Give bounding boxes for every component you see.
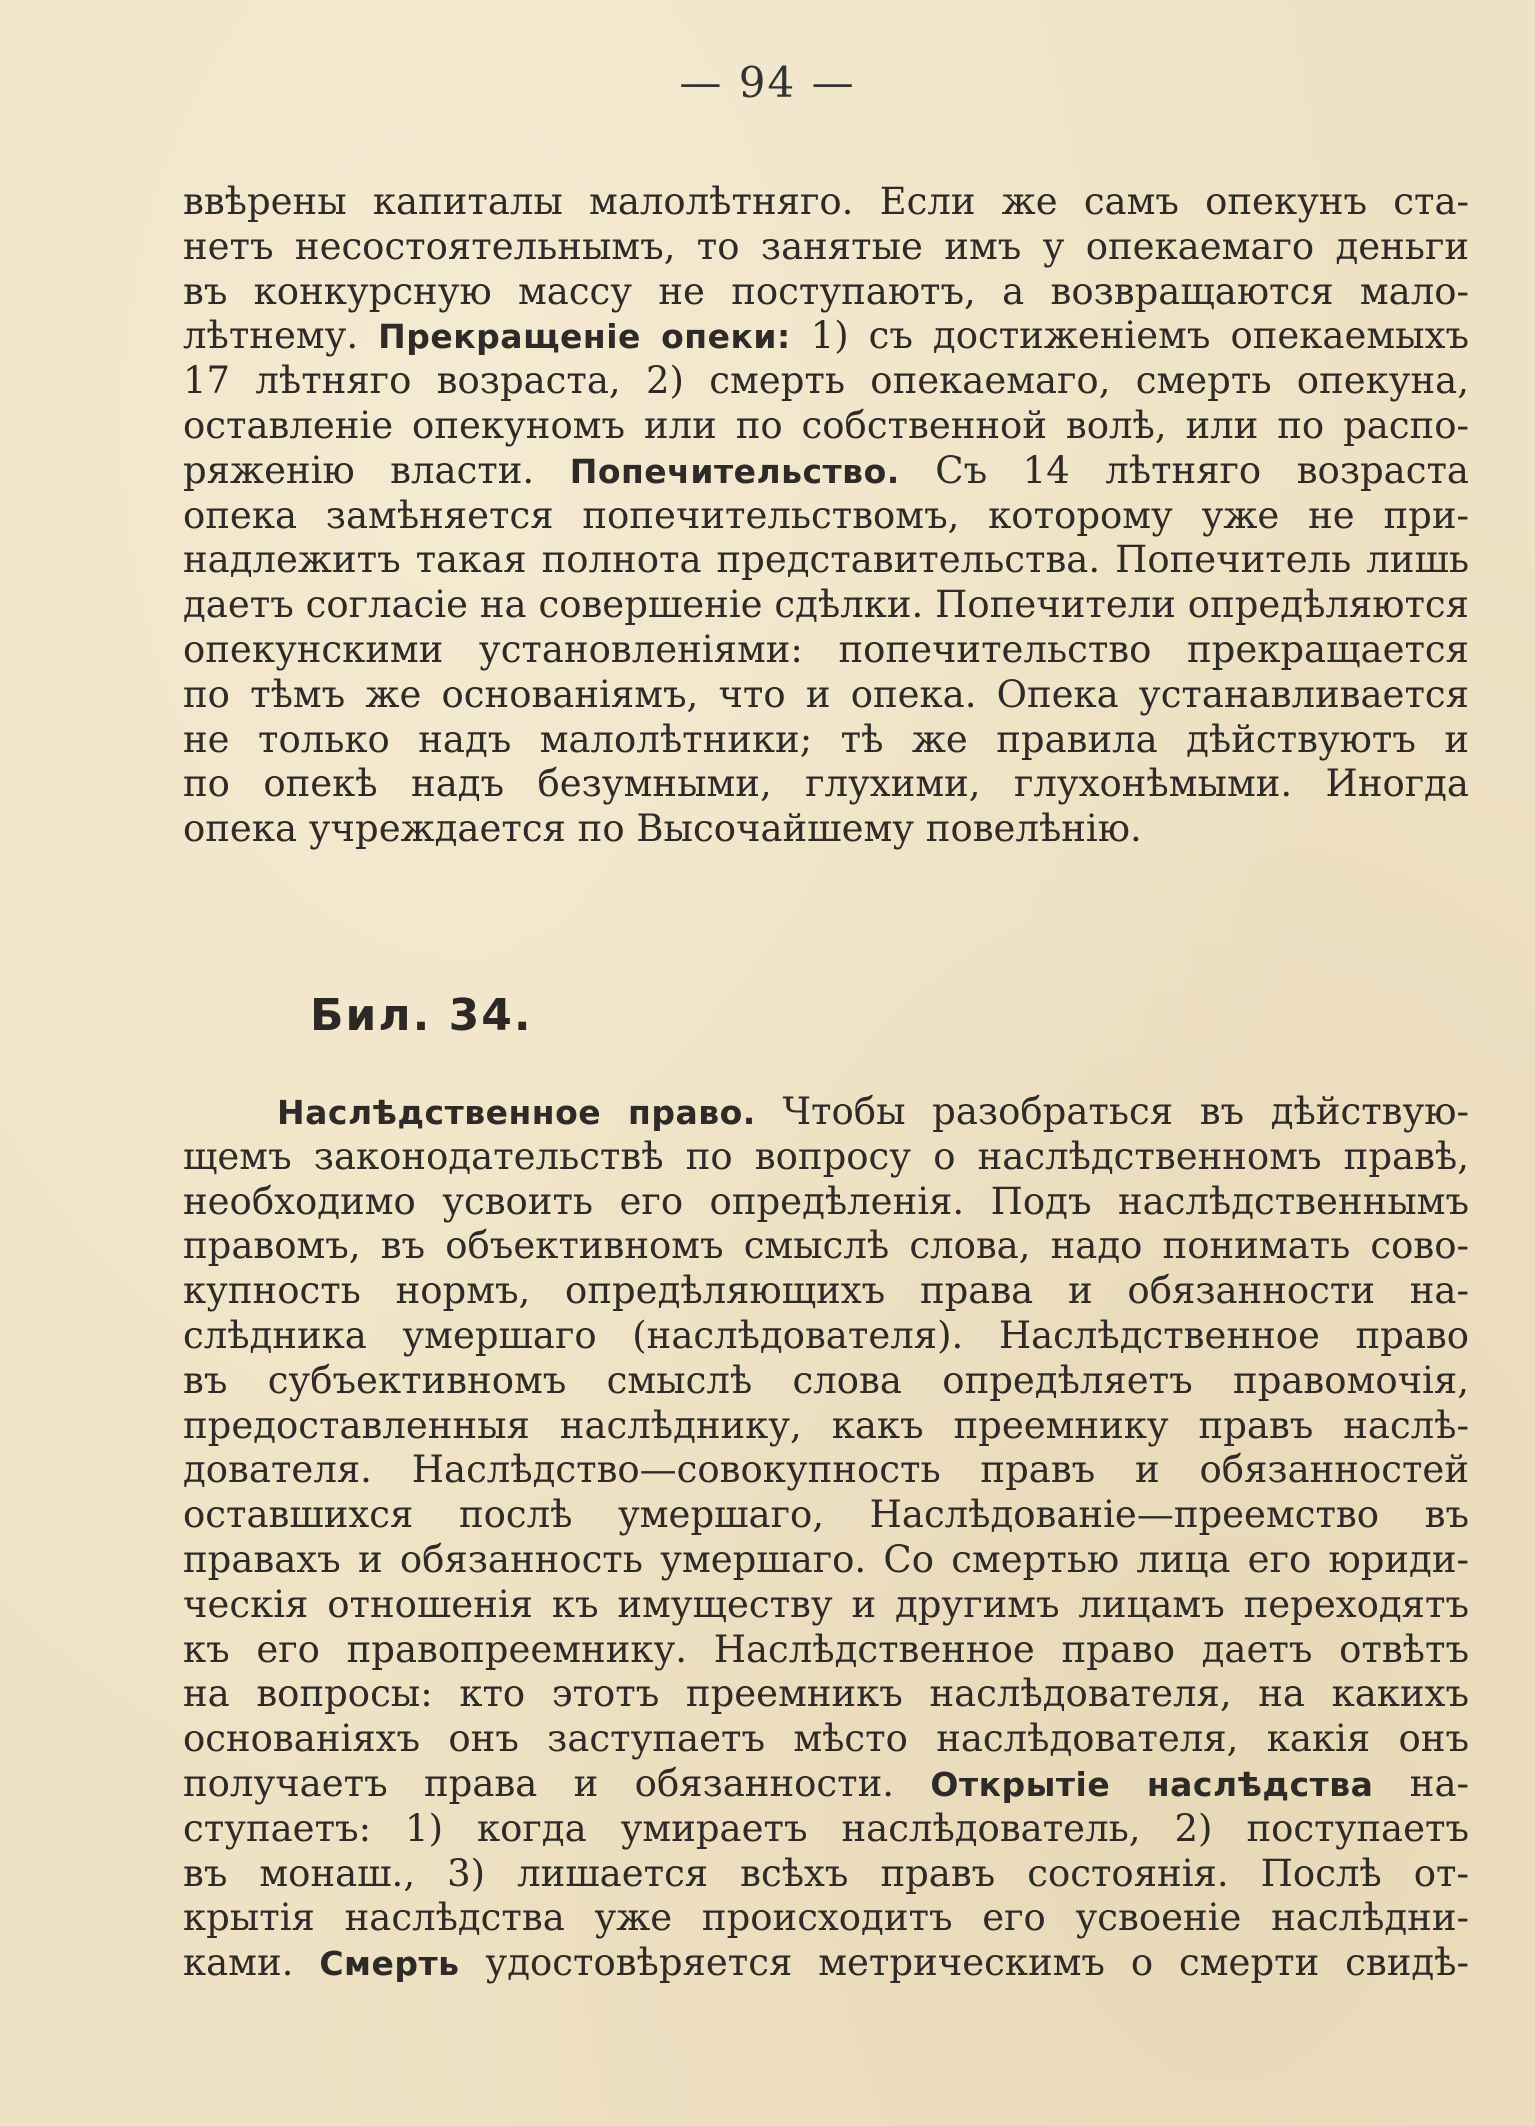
line-text: на- <box>1373 1761 1469 1805</box>
line-text: крытія наслѣдства уже происходитъ его усвоеніе наслѣдни- <box>183 1896 1469 1940</box>
text-line <box>183 1941 1469 1986</box>
bold-term: Попечительство. <box>569 451 900 491</box>
paragraph-inheritance-law <box>183 1090 1469 1986</box>
line-text: даетъ согласіе на совершеніе сдѣлки. Попечители опредѣляются <box>183 583 1469 627</box>
line-text: не только надъ малолѣтники; тѣ же правила дѣйствуютъ и <box>183 717 1469 761</box>
text-line <box>183 1762 1469 1807</box>
line-text: лѣтнему. <box>183 314 379 358</box>
text-line <box>183 1538 1469 1583</box>
line-text: въ конкурсную массу не поступаютъ, а возвращаются мало- <box>183 269 1469 313</box>
line-text: опекунскими установленіями: попечительство прекращается <box>183 627 1469 671</box>
text-line <box>183 1359 1469 1404</box>
text-line <box>183 673 1469 718</box>
line-text: дователя. Наслѣдство—совокупность правъ и обязанностей <box>183 1448 1469 1492</box>
bold-term: Открытіе наслѣдства <box>930 1764 1374 1804</box>
text-line <box>183 1090 1469 1135</box>
line-text: правомъ, въ объективномъ смыслѣ слова, надо понимать сово- <box>183 1224 1469 1268</box>
line-text: 1) съ достиженіемъ опекаемыхъ <box>790 314 1469 358</box>
text-line <box>183 270 1469 315</box>
bold-term: Смерть <box>319 1944 460 1984</box>
line-text: на вопросы: кто этотъ преемникъ наслѣдователя, на какихъ <box>183 1672 1469 1716</box>
text-line <box>183 1224 1469 1269</box>
line-text: удостовѣряется метрическимъ о смерти свидѣ- <box>459 1941 1469 1985</box>
line-text: въ субъективномъ смыслѣ слова опредѣляетъ правомочія, <box>183 1358 1469 1402</box>
line-text: по тѣмъ же основаніямъ, что и опека. Опека устанавливается <box>183 672 1469 716</box>
line-text: получаетъ права и обязанности. <box>183 1761 931 1805</box>
text-line <box>183 538 1469 583</box>
line-text: необходимо усвоить его опредѣленія. Подъ наслѣдственнымъ <box>183 1179 1469 1223</box>
text-line <box>183 449 1469 494</box>
text-line <box>183 762 1469 807</box>
line-text: ряженію власти. <box>183 448 570 492</box>
text-line <box>183 404 1469 449</box>
text-line <box>183 180 1469 225</box>
text-line <box>183 1493 1469 1538</box>
text-line <box>183 314 1469 359</box>
text-line <box>183 359 1469 404</box>
text-line <box>183 1672 1469 1717</box>
text-line <box>183 1404 1469 1449</box>
bold-term: Наслѣдственное право. <box>277 1093 756 1132</box>
line-text: оставшихся послѣ умершаго, Наслѣдованіе—преемство въ <box>183 1493 1469 1537</box>
line-text: ввѣрены капиталы малолѣтняго. Если же самъ опекунъ ста- <box>183 180 1469 223</box>
paragraph-guardianship <box>183 180 1469 852</box>
line-text: слѣдника умершаго (наслѣдователя). Наслѣдственное право <box>183 1313 1469 1357</box>
text-line <box>183 1628 1469 1673</box>
text-line <box>183 225 1469 270</box>
line-text: щемъ законодательствѣ по вопросу о наслѣдственномъ правѣ, <box>183 1134 1469 1178</box>
text-line <box>183 1135 1469 1180</box>
text-line <box>183 628 1469 673</box>
line-text: основаніяхъ онъ заступаетъ мѣсто наслѣдователя, какія онъ <box>183 1717 1469 1761</box>
line-text: правахъ и обязанность умершаго. Со смертью лица его юриди- <box>183 1537 1469 1581</box>
line-text: ческія отношенія къ имуществу и другимъ лицамъ переходятъ <box>183 1582 1469 1626</box>
section-heading: Бил. 34. <box>310 990 533 1041</box>
text-line <box>183 1896 1469 1941</box>
line-text: надлежитъ такая полнота представительства. Попечитель лишь <box>183 538 1469 582</box>
line-text: Съ 14 лѣтняго возраста <box>899 448 1469 492</box>
text-line <box>183 1180 1469 1225</box>
line-text: къ его правопреемнику. Наслѣдственное право даетъ отвѣтъ <box>183 1627 1469 1671</box>
line-text: 17 лѣтняго возраста, 2) смерть опекаемаго, смерть опекуна, <box>183 359 1469 403</box>
text-line <box>183 807 1469 852</box>
line-text: Чтобы разобраться въ дѣйствую- <box>755 1090 1469 1133</box>
line-text: ками. <box>183 1941 320 1985</box>
text-line <box>183 718 1469 763</box>
text-line <box>183 1852 1469 1897</box>
text-line <box>183 1807 1469 1852</box>
line-text: опека учреждается по Высочайшему повелѣнію. <box>183 807 1142 851</box>
text-line <box>183 494 1469 539</box>
text-line <box>183 1717 1469 1762</box>
line-text: купность нормъ, опредѣляющихъ права и обязанности на- <box>183 1269 1469 1313</box>
line-text: опека замѣняется попечительствомъ, которому уже не при- <box>183 493 1469 537</box>
line-text: въ монаш., 3) лишается всѣхъ правъ состоянія. Послѣ от- <box>183 1851 1469 1895</box>
line-text: предоставленныя наслѣднику, какъ преемнику правъ наслѣ- <box>183 1403 1469 1447</box>
line-text: ступаетъ: 1) когда умираетъ наслѣдователь, 2) поступаетъ <box>183 1806 1469 1850</box>
line-text: оставленіе опекуномъ или по собственной волѣ, или по распо- <box>183 403 1469 447</box>
text-line <box>183 1269 1469 1314</box>
text-line <box>183 583 1469 628</box>
text-line <box>183 1314 1469 1359</box>
page-number: — 94 — <box>679 58 856 107</box>
text-line <box>183 1583 1469 1628</box>
bold-term: Прекращеніе опеки: <box>378 317 791 357</box>
line-text: нетъ несостоятельнымъ, то занятые имъ у опекаемаго деньги <box>183 224 1469 268</box>
text-line <box>183 1448 1469 1493</box>
line-text: по опекѣ надъ безумными, глухими, глухонѣмыми. Иногда <box>183 762 1469 806</box>
